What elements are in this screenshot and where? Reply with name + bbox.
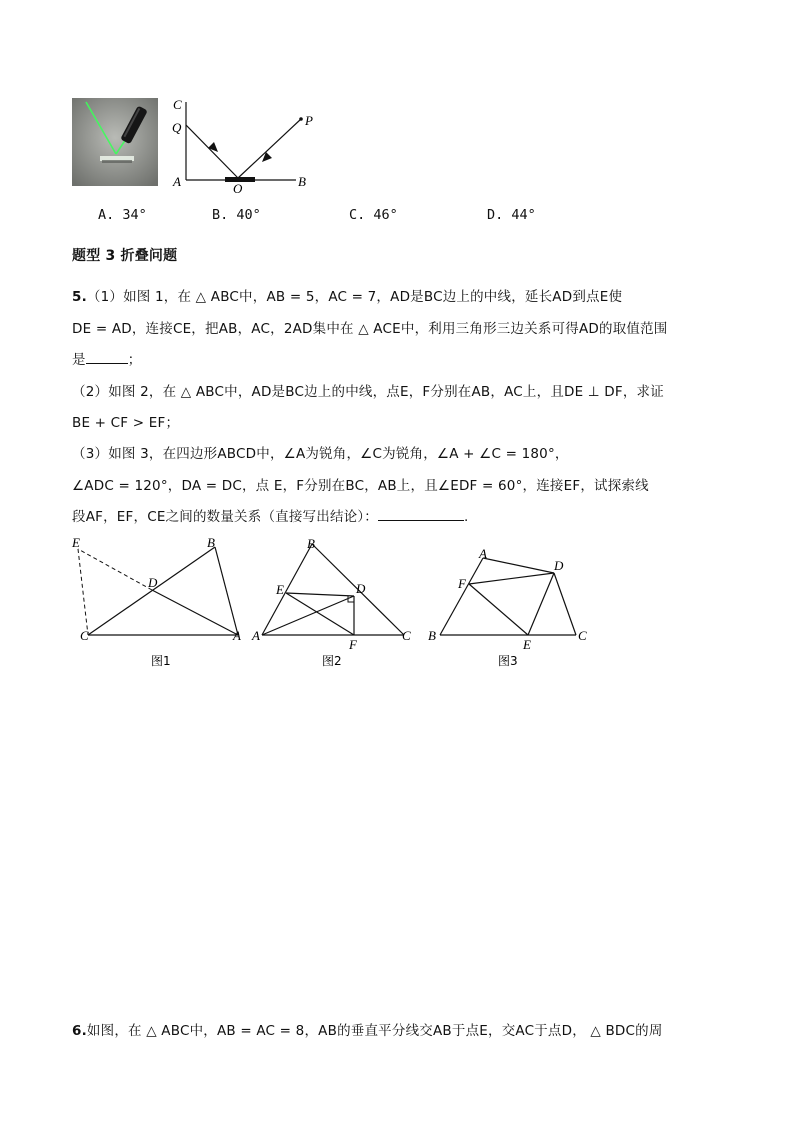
- fig3-label-A: A: [479, 546, 487, 561]
- fig2-label-A: A: [252, 628, 260, 643]
- q6-text: 如图，在 △ ABC中，AB = AC = 8，AB的垂直平分线交AB于点E，交AC于点D， △ BDC的周: [86, 1023, 663, 1039]
- q5-line4: （2）如图 2，在 △ ABC中，AD是BC边上的中线，点E，F分别在AB，AC上，且DE ⊥ DF，求证: [72, 384, 664, 400]
- segment-EC: [78, 549, 88, 635]
- q5-line2: DE = AD，连接CE，把AB，AC，2AD集中在 △ ACE中，利用三角形三边关系可得AD的取值范围: [72, 321, 668, 337]
- point-P: [299, 117, 303, 121]
- option-a: A. 34°: [98, 207, 147, 223]
- fig3-caption: 图3: [498, 654, 518, 668]
- label-A: A: [173, 174, 181, 189]
- section-heading: 题型 3 折叠问题: [72, 248, 178, 264]
- segment-BA: [215, 547, 238, 635]
- q5-line3-post: ；: [127, 352, 142, 368]
- figure-1: [62, 532, 252, 672]
- segment-AD: [152, 590, 238, 635]
- fig2-label-B: B: [307, 536, 315, 551]
- fig1-label-D: D: [148, 575, 158, 590]
- q6-line1: [72, 1022, 663, 1040]
- q5-line8-pre: 段AF，EF，CE之间的数量关系（直接写出结论）：: [72, 509, 379, 525]
- segment-CB: [88, 547, 215, 635]
- segment-ED: [528, 573, 554, 635]
- fig3-label-C: C: [578, 628, 587, 643]
- reflection-diagram: [168, 92, 328, 196]
- segment-BA: [440, 558, 483, 635]
- q6-number: 6.: [72, 1023, 87, 1039]
- fig3-label-E: E: [523, 637, 531, 652]
- fig2-label-E: E: [276, 582, 284, 597]
- segment-DC: [554, 573, 576, 635]
- label-B: B: [298, 174, 306, 189]
- laser-reflection-photo: [72, 98, 158, 186]
- fig3-label-D: D: [554, 558, 564, 573]
- q5-line8: [72, 508, 469, 526]
- answer-blank-1[interactable]: [86, 351, 128, 364]
- segment-EF: [286, 593, 354, 635]
- q5-line6: （3）如图 3，在四边形ABCD中，∠A为锐角，∠C为锐角，∠A + ∠C = 180°，: [72, 446, 569, 462]
- segment-FE: [469, 584, 528, 635]
- q5-line7: ∠ADC = 120°，DA = DC，点 E，F分别在BC，AB上，且∠EDF = 60°，连接EF，试探索线: [72, 478, 649, 494]
- fig1-caption: 图1: [151, 654, 171, 668]
- fig2-label-C: C: [402, 628, 411, 643]
- option-d: D. 44°: [487, 207, 536, 223]
- fig1-label-A: A: [233, 628, 241, 643]
- fig1-label-E: E: [72, 535, 80, 550]
- option-b: B. 40°: [212, 207, 261, 223]
- segment-AD: [262, 596, 354, 635]
- q5-line8-post: .: [464, 509, 469, 525]
- label-Q: Q: [172, 120, 182, 135]
- q5-part1: （1）如图 1，在 △ ABC中，AB = 5，AC = 7，AD是BC边上的中线，延长AD到点E使: [86, 289, 623, 305]
- fig2-caption: 图2: [322, 654, 342, 668]
- segment-DE: [78, 549, 152, 590]
- arrow-OQ: [208, 142, 218, 152]
- option-c: C. 46°: [349, 207, 398, 223]
- segment-FD: [469, 573, 554, 584]
- label-P: P: [305, 113, 313, 128]
- fig1-label-B: B: [207, 535, 215, 550]
- fig3-label-B: B: [428, 628, 436, 643]
- segment-ED: [286, 593, 354, 596]
- ray-OQ: [186, 125, 238, 178]
- fig1-label-C: C: [80, 628, 89, 643]
- q5-number: 5.: [72, 289, 87, 305]
- fig2-label-F: F: [349, 637, 357, 652]
- label-O: O: [233, 181, 243, 196]
- q5-line1: [72, 288, 622, 306]
- figure-2: [248, 532, 420, 672]
- fig3-label-F: F: [458, 576, 466, 591]
- q5-line3: [72, 351, 141, 369]
- figure-3: [422, 532, 602, 672]
- fig2-label-D: D: [356, 581, 366, 596]
- ray-PO: [238, 119, 301, 178]
- q5-line5: BE + CF > EF；: [72, 415, 180, 431]
- segment-AB: [262, 544, 312, 635]
- q5-line3-pre: 是: [72, 352, 86, 368]
- segment-AD: [483, 558, 554, 573]
- answer-blank-2[interactable]: [378, 508, 464, 521]
- label-C: C: [173, 97, 182, 112]
